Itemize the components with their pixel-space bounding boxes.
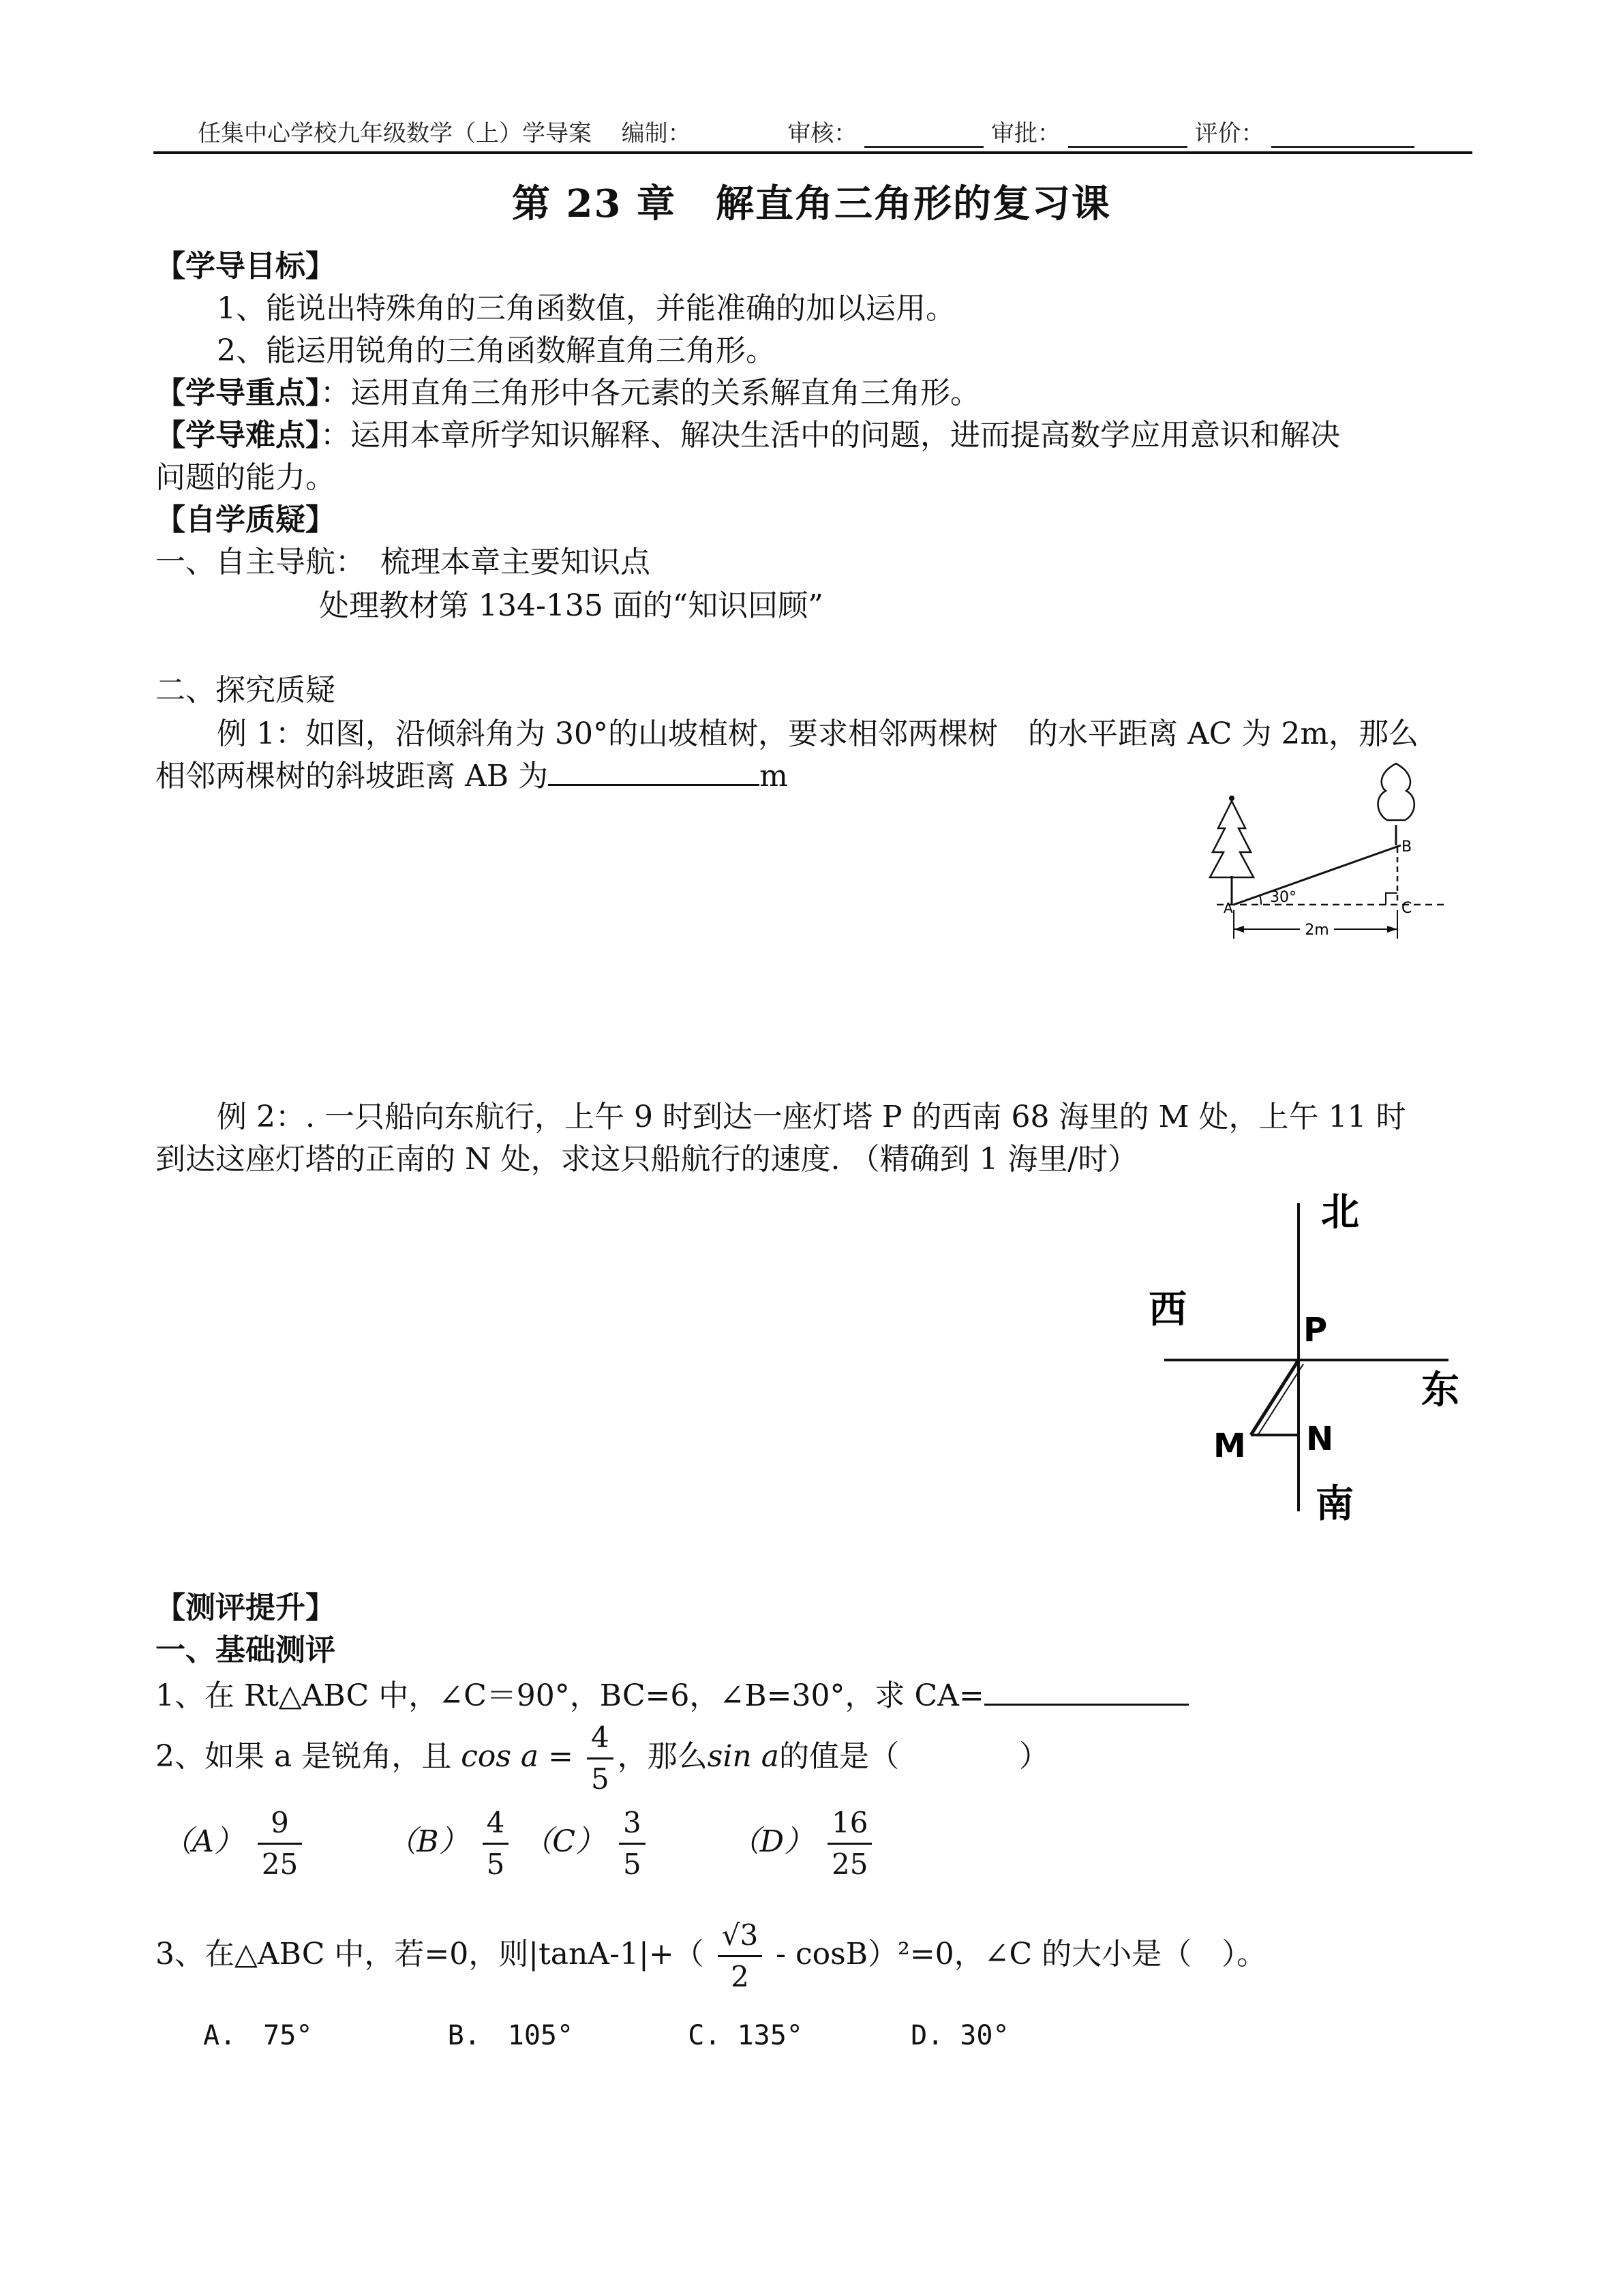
self-nav-line: 一、自主导航： 梳理本章主要知识点 bbox=[155, 545, 650, 579]
q2-option-c-num: 3 bbox=[619, 1803, 646, 1845]
q2-option-d[interactable] bbox=[828, 1803, 872, 1884]
example2-line1: 例 2：. 一只船向东航行，上午 9 时到达一座灯塔 P 的西南 68 海里的 M 处，上午 11 时 bbox=[217, 1100, 1406, 1134]
header-school: 任集中心学校九年级数学（上）学导案 bbox=[198, 120, 592, 147]
q3-option-a[interactable]: A. 75° bbox=[203, 2020, 313, 2051]
question-1 bbox=[155, 1675, 1189, 1717]
q3-option-c[interactable]: C. 135° bbox=[688, 2020, 803, 2051]
difficulty-label: 【学导难点】 bbox=[155, 418, 320, 453]
tree-icon bbox=[1210, 796, 1254, 905]
focus-label: 【学导重点】 bbox=[155, 376, 320, 410]
pm-line bbox=[1251, 1360, 1299, 1435]
q2-option-c[interactable] bbox=[619, 1803, 646, 1884]
basic-heading: 一、基础测评 bbox=[155, 1633, 335, 1667]
point-m-label: M bbox=[1213, 1427, 1246, 1465]
right-angle-mark bbox=[1386, 893, 1397, 905]
example1-line2-text: 相邻两棵树的斜坡距离 AB 为 bbox=[155, 759, 549, 794]
q3-den: 2 bbox=[731, 1960, 749, 1993]
q2-option-b-label[interactable]: （B） bbox=[386, 1824, 469, 1859]
slope-line bbox=[1234, 845, 1401, 905]
goal-item-1: 1、能说出特殊角的三角函数值，并能准确的加以运用。 bbox=[217, 291, 956, 326]
self-nav-sub: 处理教材第 134-135 面的“知识回顾” bbox=[319, 588, 823, 623]
q2-option-a-label[interactable]: （A） bbox=[162, 1824, 244, 1859]
arrow-right-icon bbox=[1387, 926, 1397, 933]
q2-option-a-den: 25 bbox=[261, 1847, 299, 1881]
q2-cos: cos a = bbox=[461, 1739, 573, 1774]
page-title: 第 23 章 解直角三角形的复习课 bbox=[512, 181, 1111, 226]
point-a-label: A bbox=[1224, 900, 1233, 916]
point-p-label: P bbox=[1303, 1311, 1328, 1349]
header-approve-label: 审批： bbox=[990, 120, 1061, 147]
goals-heading: 【学导目标】 bbox=[155, 249, 335, 284]
west-label: 西 bbox=[1149, 1288, 1187, 1332]
example1-unit: m bbox=[759, 759, 788, 794]
north-label: 北 bbox=[1321, 1190, 1359, 1235]
q2-option-c-label[interactable]: （C） bbox=[522, 1824, 605, 1859]
header-review-label: 审核： bbox=[787, 120, 858, 147]
tree-icon bbox=[1378, 764, 1414, 845]
example1-line1: 例 1：如图，沿倾斜角为 30°的山坡植树，要求相邻两棵树 的水平距离 AC 为 2m，那么 bbox=[217, 716, 1419, 751]
q2-option-a[interactable] bbox=[258, 1803, 302, 1884]
difficulty-text-1: ：运用本章所学知识解释、解决生活中的问题，进而提高数学应用意识和解决 bbox=[320, 418, 1340, 453]
explore-heading: 二、探究质疑 bbox=[155, 673, 335, 708]
focus-line bbox=[155, 372, 980, 414]
q2-option-d-den: 25 bbox=[832, 1847, 868, 1881]
q3-option-d[interactable]: D. 30° bbox=[911, 2020, 1010, 2051]
dist-label: 2m bbox=[1305, 922, 1329, 939]
evaluate-blank[interactable] bbox=[1271, 121, 1414, 148]
point-n-label: N bbox=[1306, 1420, 1334, 1458]
question-2 bbox=[155, 1718, 1049, 1799]
angle-arc bbox=[1260, 895, 1261, 905]
answer-ab-blank[interactable] bbox=[548, 757, 759, 786]
south-label: 南 bbox=[1316, 1482, 1354, 1526]
review-blank[interactable] bbox=[864, 121, 984, 148]
approve-blank[interactable] bbox=[1068, 121, 1187, 148]
example2-line2: 到达这座灯塔的正南的 N 处，求这只船航行的速度. （精确到 1 海里/时） bbox=[155, 1142, 1138, 1177]
q3-text-post: - cosB）²=0，∠C 的大小是（ ）。 bbox=[776, 1937, 1267, 1972]
q2-option-d-num: 16 bbox=[828, 1803, 872, 1845]
difficulty-text-2: 问题的能力。 bbox=[155, 460, 335, 495]
pm-line-shadow bbox=[1257, 1364, 1303, 1436]
angle-label: 30° bbox=[1270, 889, 1296, 906]
q3-option-b[interactable]: B. 105° bbox=[447, 2020, 574, 2051]
self-study-heading: 【自学质疑】 bbox=[155, 502, 335, 537]
q2-num: 4 bbox=[587, 1718, 613, 1759]
q2-option-d-label[interactable]: （D） bbox=[729, 1824, 814, 1859]
header-editor-label: 编制： bbox=[621, 120, 691, 147]
q2-text-pre: 2、如果 a 是锐角，且 bbox=[155, 1739, 452, 1774]
point-b-label: B bbox=[1401, 839, 1412, 856]
q2-options bbox=[162, 1803, 876, 1884]
q2-sin: sin a bbox=[707, 1739, 779, 1774]
q2-option-c-den: 5 bbox=[622, 1847, 641, 1881]
q2-option-b-num: 4 bbox=[483, 1803, 509, 1845]
q2-text-mid: ，那么 bbox=[617, 1739, 708, 1774]
goal-item-2: 2、能运用锐角的三角函数解直角三角形。 bbox=[217, 333, 776, 368]
q3-num: √3 bbox=[718, 1916, 762, 1957]
q3-options bbox=[203, 2014, 1010, 2057]
east-label: 东 bbox=[1421, 1368, 1459, 1413]
q3-text-pre: 3、在△ABC 中，若=0，则|tanA-1|+（ bbox=[155, 1937, 704, 1972]
difficulty-line bbox=[155, 414, 1340, 457]
arrow-left-icon bbox=[1234, 926, 1244, 933]
focus-text: ：运用直角三角形中各元素的关系解直角三角形。 bbox=[320, 376, 980, 410]
q2-den: 5 bbox=[591, 1762, 609, 1796]
compass-figure bbox=[1145, 1183, 1472, 1537]
q2-fraction bbox=[587, 1718, 613, 1799]
point-c-label: C bbox=[1401, 900, 1412, 917]
q1-answer-blank[interactable] bbox=[984, 1676, 1189, 1706]
question-3 bbox=[155, 1916, 1266, 1997]
q2-text-post: 的值是（ ） bbox=[778, 1739, 1049, 1774]
q3-fraction bbox=[718, 1916, 762, 1997]
slope-figure bbox=[1203, 760, 1462, 944]
q1-text: 1、在 Rt△ABC 中，∠C＝90°，BC=6，∠B=30°，求 CA= bbox=[155, 1678, 984, 1713]
assessment-heading: 【测评提升】 bbox=[155, 1590, 335, 1625]
header-evaluate-label: 评价： bbox=[1194, 120, 1264, 147]
q2-option-a-num: 9 bbox=[258, 1803, 302, 1845]
q2-option-b-den: 5 bbox=[486, 1847, 505, 1881]
page-header bbox=[198, 115, 1414, 148]
header-divider bbox=[153, 151, 1472, 154]
q2-option-b[interactable] bbox=[483, 1803, 509, 1884]
example1-line2 bbox=[155, 755, 788, 798]
